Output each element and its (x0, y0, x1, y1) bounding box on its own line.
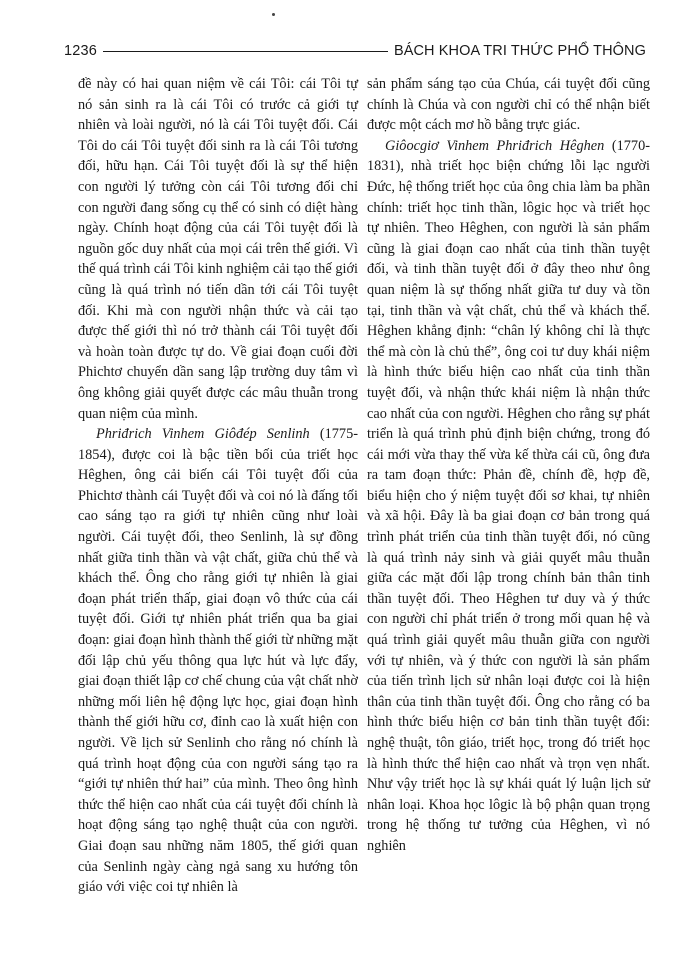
schelling-text: (1775-1854), được coi là bậc tiền bối của triết học Hêghen, ông cải biến cái Tôi tuyệt đối của Phichtơ thành cái Tuyệt đối và coi nó là đấng tối cao sáng tạo ra giới tự nhiên cũng như loài người. Cái tuyệt đối, theo Senlinh, là sự đồng nhất giữa tinh thần và vật chất, giữa chủ thể và khách thể. Ông cho rằng giới tự nhiên là giai đoạn phát triển thấp, giai đoạn vô thức của cái tuyệt đối. Giới tự nhiên phát triển qua ba giai đoạn: giai đoạn hình thành thế giới từ những mặt đối lập chủ yếu thông qua lực hút và lực đẩy, giai đoạn thiết lập cơ chế chung của vật chất nhờ những mối liên hệ động lực học, giai đoạn hình thành thế giới hữu cơ, đỉnh cao là xuất hiện con người. Về lịch sử Senlinh cho rằng nó chính là quá trình hoạt động của con người sáng tạo ra “giới tự nhiên thứ hai” của mình. Theo ông hình thức thể hiện cao nhất của cái tuyệt đối chính là hoạt động sáng tạo nghệ thuật của con người. Giai đoạn sau những năm 1805, thế giới quan của Senlinh ngày càng ngả sang xu hướng tôn giáo với việc coi tự nhiên là (78, 426, 358, 896)
scan-speck (272, 13, 275, 16)
paragraph-schelling (78, 424, 358, 898)
hegel-name: Giôocgiơ Vinhem Phriđrich Hêghen (385, 137, 605, 154)
running-title: BÁCH KHOA TRI THỨC PHỔ THÔNG (393, 43, 646, 59)
header-rule (103, 51, 388, 52)
paragraph-fichte-continued: đề này có hai quan niệm về cái Tôi: cái Tôi tự nó sản sinh ra là cái Tôi có trước cả giới tự nhiên và loài người, nó là cái Tôi tuyệt đối. Cái Tôi do cái Tôi tuyệt đối sinh ra là cái Tôi tương đối, hữu hạn. Cái Tôi tuyệt đối là sự thể hiện con người lý tưởng còn cái Tôi tương đối chỉ con người đang sống cụ thể có sinh có diệt hàng ngày. Chính hoạt động của cái Tôi tuyệt đối là nguồn gốc duy nhất của mọi cái trên thế giới. Vì thế quá trình cái Tôi kinh nghiệm cải tạo thế giới cũng là quá trình nó tiến dần tới cái Tôi tuyệt đối. Khi mà con người nhận thức và cải tạo được thế giới thì nó trở thành cái Tôi tuyệt đối và hoàn toàn được tự do. Về giai đoạn cuối đời Phichtơ chuyển dần sang lập trường duy tâm vì ông không giải quyết được các mâu thuẫn trong quan niệm của mình. (78, 76, 358, 422)
page-number: 1236 (64, 43, 98, 59)
schelling-name: Phriđrich Vinhem Giôđép Senlinh (96, 426, 310, 443)
hegel-text: (1770-1831), nhà triết học biện chứng lỗi lạc người Đức, hệ thống triết học của ông chia làm ba phần chính: triết học tinh thần, lôgic học và triết học tự nhiên. Theo Hêghen, con người là sản phẩm cũng là giai đoạn cao nhất của tinh thần tuyệt đối, và tinh thần tuyệt đối ở đây theo như ông quan niệm là sự thống nhất giữa tư duy và tồn tại, tinh thần và vật chất, chủ thể và khách thể. Hêghen khẳng định: “chân lý không chỉ là thực thể mà còn là chủ thể”, ông coi tư duy khái niệm là hình thức biểu hiện cao nhất của tinh thần tuyệt đối, và nhận thức khái niệm là nhận thức cao nhất của con người. Hêghen cho rằng sự phát triển là quá trình phủ định biện chứng, trong đó cái mới vừa thay thế vừa kế thừa cái cũ, ông đưa ra tam đoạn thức: Phản đề, chính đề, hợp đề, biểu hiện cho ý niệm tuyệt đối sơ khai, tự nhiên và xã hội. Đây là ba giai đoạn cơ bản trong quá trình phát triển của tinh thần tuyệt đối, nó cũng là quá trình nảy sinh và giải quyết mâu thuẫn giữa các mặt đối lập trong chính bản thân tinh thần tuyệt đối. Theo Hêghen tư duy và ý thức con người chỉ phát triển ở trong mối quan hệ và quá trình giải quyết mâu thuẫn giữa con người với tự nhiên, và ý thức con người là sản phẩm của tiến trình lịch sử nhân loại được coi là hiện thân của tinh thần tuyệt đối. Ông cho rằng có ba hình thức biểu hiện cơ bản tinh thần tuyệt đối: nghệ thuật, tôn giáo, triết học, trong đó triết học là hình thức thể hiện cao nhất và trọn vẹn nhất. Như vậy triết học là sự khái quát lý luận lịch sử nhân loại. Khoa học lôgic là bộ phận quan trọng trong hệ thống tư tưởng của Hêghen, vì nó nghiên (367, 137, 650, 854)
right-column (367, 74, 650, 857)
page-header (64, 40, 646, 62)
paragraph-hegel (367, 136, 650, 857)
paragraph-schelling-continued: sản phẩm sáng tạo của Chúa, cái tuyệt đối cũng chính là Chúa và con người chỉ có thể nhận biết được một cách mơ hồ bằng trực giác. (367, 76, 650, 134)
left-column (78, 74, 358, 898)
